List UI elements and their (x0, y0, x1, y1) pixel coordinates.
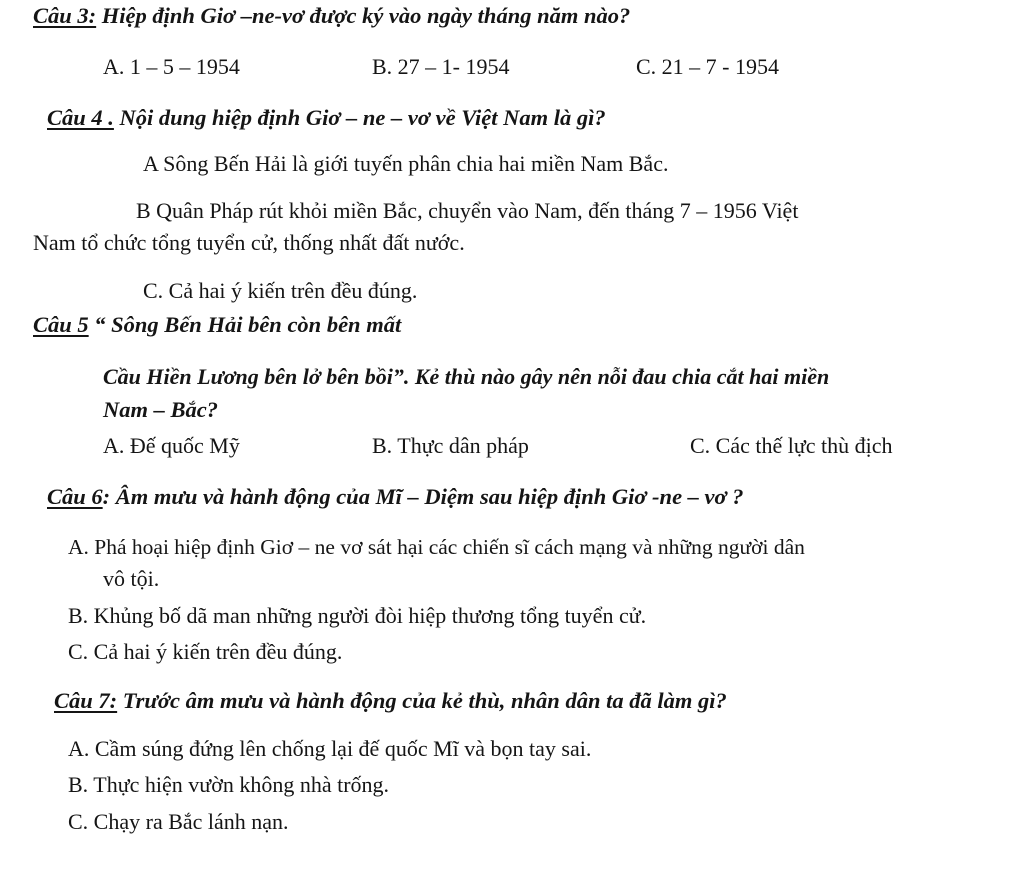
question-6-text: : Âm mưu và hành động của Mĩ – Diệm sau hiệp định Giơ -ne – vơ ? (102, 484, 744, 509)
question-5 (33, 311, 401, 339)
question-6-option-a-line-1: A. Phá hoại hiệp định Giơ – ne vơ sát hại các chiến sĩ cách mạng và những người dân (68, 535, 805, 559)
question-5-number: Câu 5 (33, 312, 89, 337)
question-6 (47, 483, 744, 511)
question-6-option-c: C. Cả hai ý kiến trên đều đúng. (68, 639, 343, 664)
question-5-text-line-3: Nam – Bắc? (103, 397, 218, 422)
question-5-option-b: B. Thực dân pháp (372, 433, 529, 458)
question-6-number: Câu 6 (47, 484, 103, 509)
question-7-text: Trước âm mưu và hành động của kẻ thù, nhân dân ta đã làm gì? (117, 688, 727, 713)
question-4-option-c: C. Cả hai ý kiến trên đều đúng. (143, 278, 418, 303)
question-5-option-c: C. Các thế lực thù địch (690, 433, 893, 458)
question-5-option-a: A. Đế quốc Mỹ (103, 433, 240, 458)
question-3-number: Câu 3: (33, 3, 97, 28)
question-4 (47, 104, 606, 132)
question-7 (54, 687, 727, 715)
question-4-option-b-line-1: B Quân Pháp rút khỏi miền Bắc, chuyển vào Nam, đến tháng 7 – 1956 Việt (136, 198, 799, 223)
question-7-number: Câu 7: (54, 688, 118, 713)
question-7-option-a: A. Cầm súng đứng lên chống lại đế quốc Mĩ và bọn tay sai. (68, 736, 592, 761)
question-6-option-a-line-2: vô tội. (103, 566, 160, 591)
question-3-option-c: C. 21 – 7 - 1954 (636, 54, 779, 79)
question-5-text-line-2: Cầu Hiền Lương bên lở bên bồi”. Kẻ thù nào gây nên nỗi đau chia cắt hai miền (103, 364, 830, 389)
question-3 (33, 2, 630, 30)
question-6-option-b: B. Khủng bố dã man những người đòi hiệp thương tổng tuyển cử. (68, 603, 647, 628)
question-4-option-b-line-2: Nam tổ chức tổng tuyển cử, thống nhất đất nước. (33, 230, 465, 255)
question-4-option-a: A Sông Bến Hải là giới tuyến phân chia hai miền Nam Bắc. (143, 151, 669, 176)
question-4-number: Câu 4 . (47, 105, 114, 130)
question-7-option-b: B. Thực hiện vườn không nhà trống. (68, 772, 390, 797)
question-4-text: Nội dung hiệp định Giơ – ne – vơ về Việt Nam là gì? (113, 105, 606, 130)
question-7-option-c: C. Chạy ra Bắc lánh nạn. (68, 809, 289, 834)
question-3-option-b: B. 27 – 1- 1954 (372, 54, 510, 79)
question-3-option-a: A. 1 – 5 – 1954 (103, 54, 240, 79)
question-5-text-line-1: “ Sông Bến Hải bên còn bên mất (88, 312, 402, 337)
question-3-text: Hiệp định Giơ –ne-vơ được ký vào ngày tháng năm nào? (96, 3, 631, 28)
